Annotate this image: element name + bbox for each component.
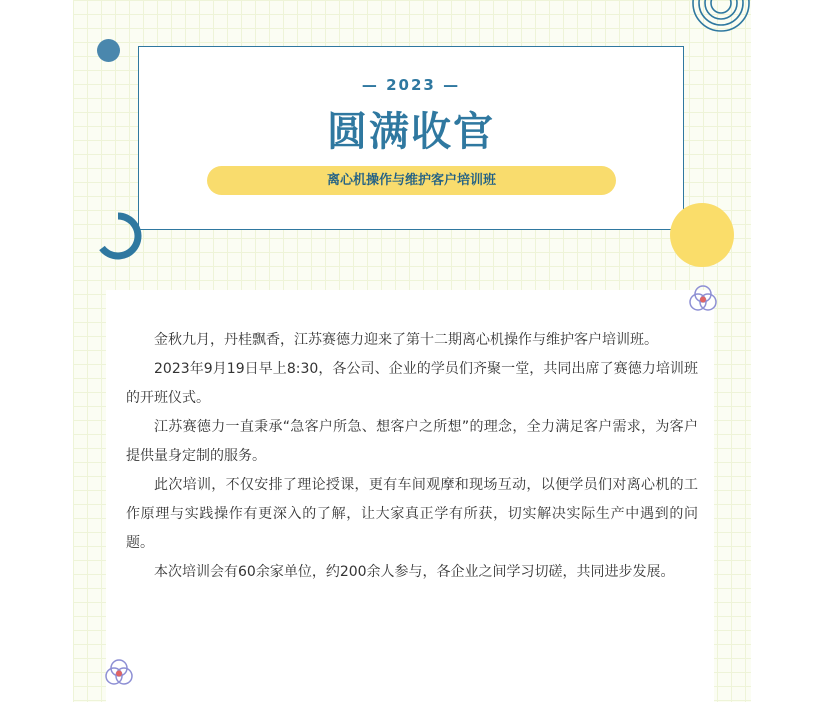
subtitle-banner: 离心机操作与维护客户培训班 — [207, 166, 616, 195]
concentric-circles-icon — [690, 0, 752, 34]
article-paragraph-2: 2023年9月19日早上8:30，各公司、企业的学员们齐聚一堂，共同出席了赛德力培训班的开班仪式。 — [126, 361, 698, 406]
blue-dot-icon — [97, 39, 120, 62]
overlapping-rings-icon — [688, 284, 718, 314]
article-paragraph-5: 本次培训会有60余家单位，约200余人参与，各企业之间学习切磋，共同进步发展。 — [154, 564, 675, 580]
page-title: 圆满收官 — [327, 109, 495, 155]
article-paragraph-3: 江苏赛德力一直秉承“急客户所急、想客户之所想”的理念，全力满足客户需求，为客户提供量身定制的服务。 — [126, 419, 698, 464]
yellow-circle-icon — [670, 203, 734, 267]
overlapping-rings-icon — [104, 658, 134, 688]
article-paragraph-1: 金秋九月，丹桂飘香，江苏赛德力迎来了第十二期离心机操作与维护客户培训班。 — [154, 332, 658, 348]
year-label: — 2023 — — [361, 76, 461, 94]
article-paragraph-4: 此次培训，不仅安排了理论授课，更有车间观摩和现场互动，以便学员们对离心机的工作原理与实践操作有更深入的了解，让大家真正学有所获，切实解决实际生产中遇到的问题。 — [126, 477, 698, 551]
article-body — [126, 326, 698, 587]
open-ring-icon — [93, 211, 143, 261]
